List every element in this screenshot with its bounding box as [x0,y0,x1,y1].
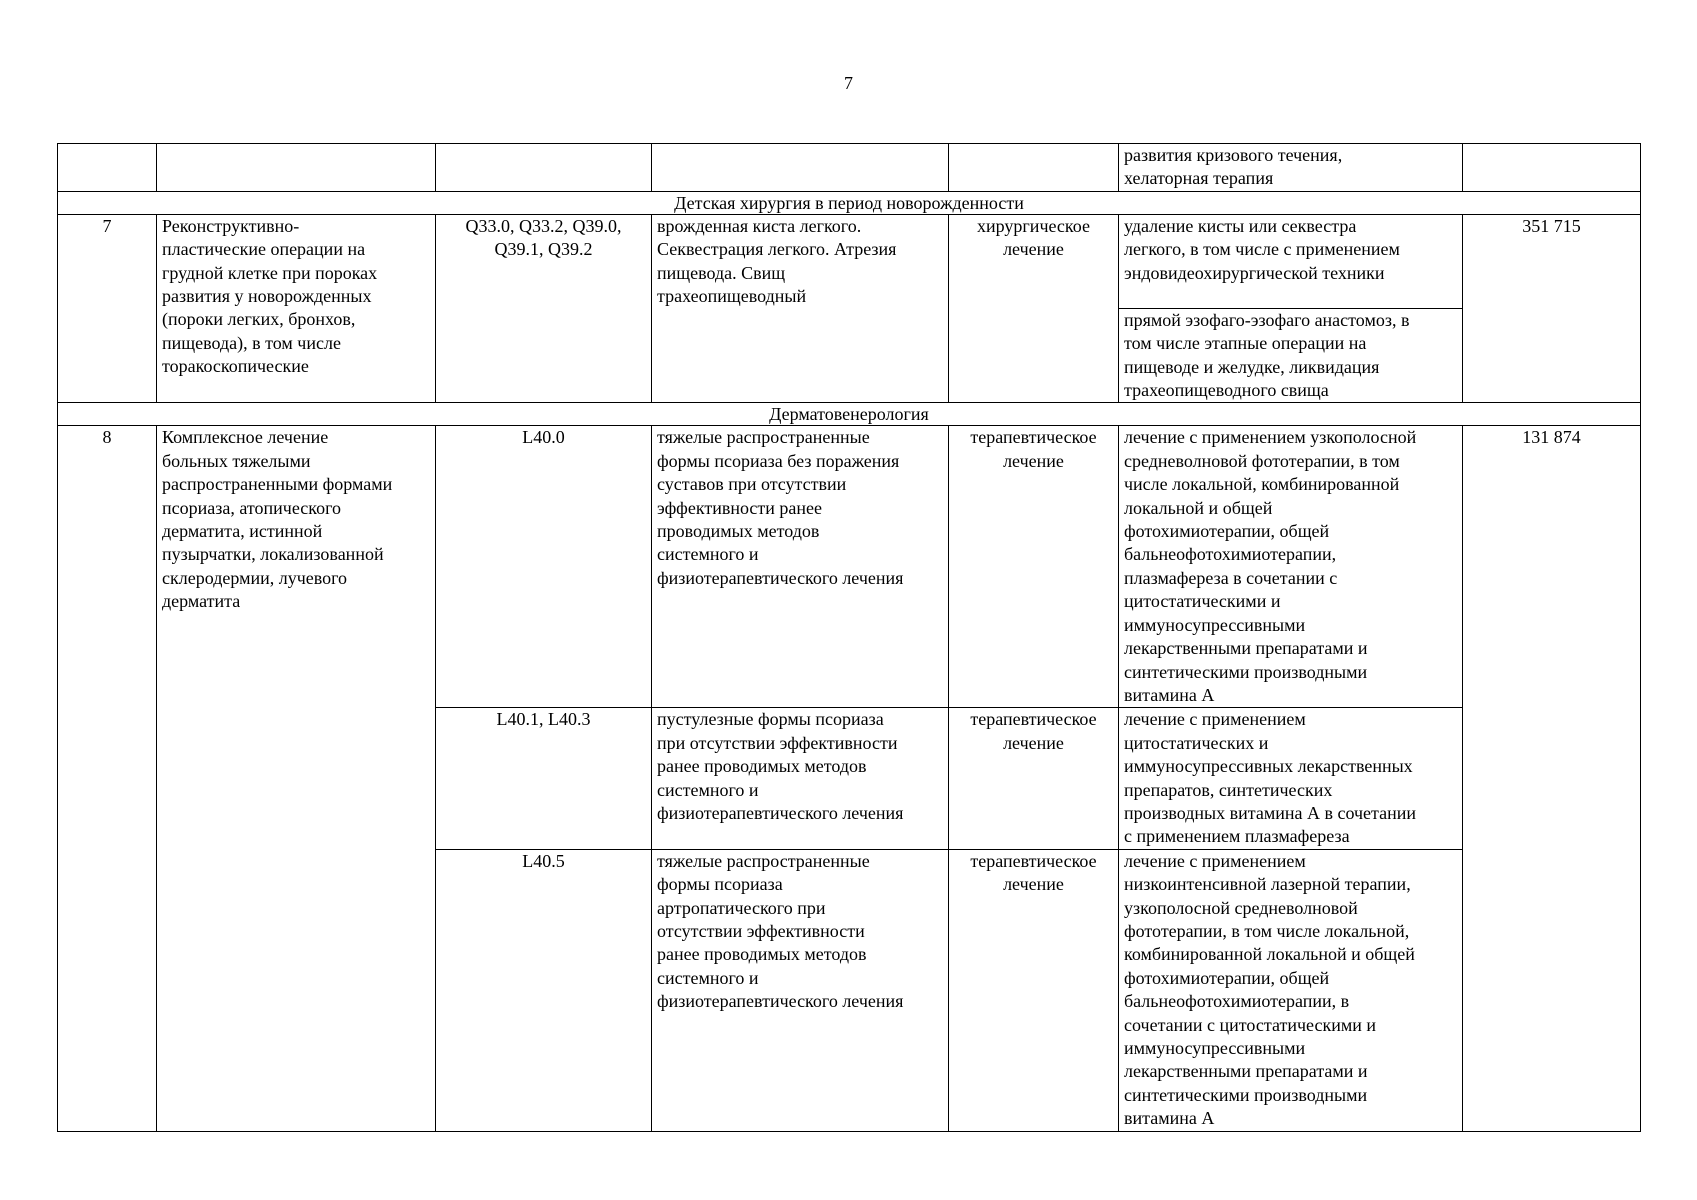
section-title: Детская хирургия в период новорожденности [58,191,1641,214]
treatment-method: лечение с применением низкоинтенсивной лазерной терапии, узкополосной средневолновой фототерапии, в том числе локальной, комбинированной локальной и общей фотохимиотерапии, общей бальнеофотохимиотерапии, в сочетании с цитостатическими и иммуносупрессивными лекарственными препаратами и синтетическими производными витамина А [1119,849,1463,1131]
services-table [57,143,1641,1132]
cost-value: 351 715 [1463,214,1641,403]
cell-model [652,144,949,192]
section-header-row [58,403,1641,426]
diagnosis-codes: L40.1, L40.3 [436,708,652,849]
cell-codes [436,144,652,192]
treatment-method: лечение с применением узкополосной средневолновой фототерапии, в том числе локальной, комбинированной локальной и общей фотохимиотерапии, общей бальнеофотохимиотерапии, плазмафереза в сочетании с цитостатическими и иммуносупрессивными лекарственными препаратами и синтетическими производными витамина А [1119,426,1463,708]
section-title: Дерматовенерология [58,403,1641,426]
row-number: 7 [58,214,157,403]
page-number: 7 [844,73,853,93]
service-name: Реконструктивно- пластические операции на грудной клетке при пороках развития у новорожденных (пороки легких, бронхов, пищевода), в том числе торакоскопические [157,214,436,403]
service-name: Комплексное лечение больных тяжелыми распространенными формами псориаза, атопического дерматита, истинной пузырчатки, локализованной склеродермии, лучевого дерматита [157,426,436,1131]
diagnosis-codes: L40.0 [436,426,652,708]
cell-number [58,144,157,192]
cell-method: развития кризового течения, хелаторная терапия [1119,144,1463,192]
cost-value: 131 874 [1463,426,1641,1131]
treatment-method: удаление кисты или секвестра легкого, в том числе с применением эндовидеохирургической техники [1119,214,1463,308]
treatment-type: терапевтическое лечение [949,849,1119,1131]
table-row [58,426,1641,708]
continued-row [58,144,1641,192]
cell-treatment [949,144,1119,192]
table-row [58,214,1641,308]
patient-model: тяжелые распространенные формы псориаза без поражения суставов при отсутствии эффективности ранее проводимых методов системного и физиотерапевтического лечения [652,426,949,708]
cell-name [157,144,436,192]
patient-model: пустулезные формы псориаза при отсутствии эффективности ранее проводимых методов системного и физиотерапевтического лечения [652,708,949,849]
treatment-method: лечение с применением цитостатических и иммуносупрессивных лекарственных препаратов, синтетических производных витамина А в сочетании с применением плазмафереза [1119,708,1463,849]
cell-cost [1463,144,1641,192]
treatment-type: хирургическое лечение [949,214,1119,403]
diagnosis-codes: L40.5 [436,849,652,1131]
patient-model: врожденная киста легкого. Секвестрация легкого. Атрезия пищевода. Свищ трахеопищеводный [652,214,949,403]
section-header-row [58,191,1641,214]
diagnosis-codes: Q33.0, Q33.2, Q39.0, Q39.1, Q39.2 [436,214,652,403]
treatment-type: терапевтическое лечение [949,708,1119,849]
treatment-method: прямой эзофаго-эзофаго анастомоз, в том числе этапные операции на пищеводе и желудке, ликвидация трахеопищеводного свища [1119,308,1463,403]
patient-model: тяжелые распространенные формы псориаза артропатического при отсутствии эффективности ранее проводимых методов системного и физиотерапевтического лечения [652,849,949,1131]
treatment-type: терапевтическое лечение [949,426,1119,708]
row-number: 8 [58,426,157,1131]
